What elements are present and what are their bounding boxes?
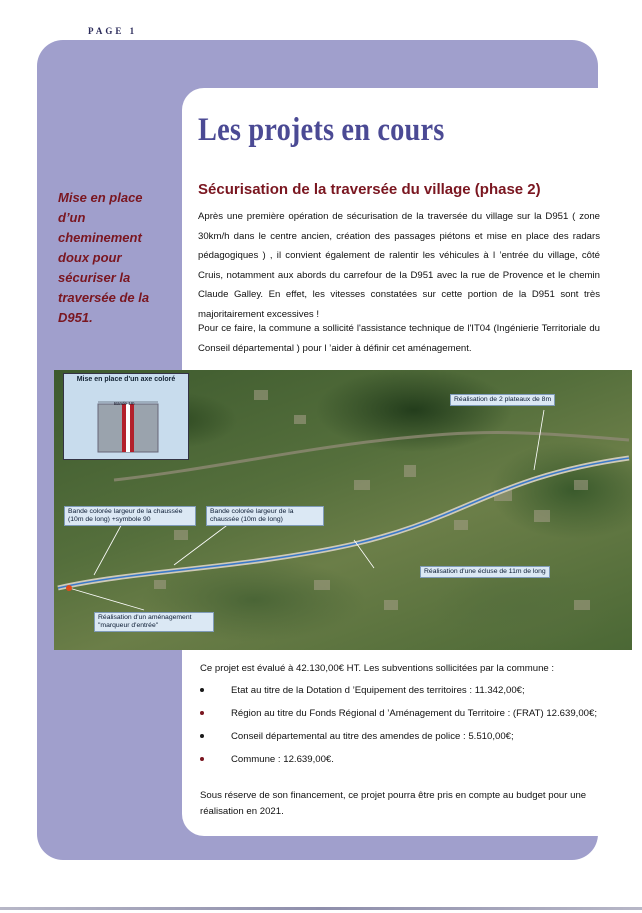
section-title: Sécurisation de la traversée du village (phase 2): [198, 181, 541, 198]
bullet-icon: [200, 734, 204, 738]
budget-closing: Sous réserve de son financement, ce projet pourra être pris en compte au budget pour une réalisation en 2021.: [200, 790, 587, 817]
budget-list: [200, 684, 611, 766]
label-bande: Bande colorée largeur de la chaussée (10m de long): [206, 506, 324, 526]
list-item: [200, 730, 611, 743]
budget-item-text: Commune : 12.639,00€.: [231, 754, 334, 765]
sidebar-quote: Mise en place d’un cheminement doux pour sécuriser la traversée de la D951.: [58, 190, 150, 325]
label-plateaux: Réalisation de 2 plateaux de 8m: [450, 394, 555, 406]
map-inset: [63, 373, 189, 460]
list-item: [200, 707, 611, 720]
budget-item-text: Conseil départemental au titre des amendes de police : 5.510,00€;: [231, 731, 514, 742]
budget-item-text: Etat au titre de la Dotation d ’Equipement des territoires : 11.342,00€;: [231, 685, 525, 696]
footer-rule: [0, 907, 642, 910]
budget-intro: Ce projet est évalué à 42.130,00€ HT. Les subventions sollicitées par la commune :: [200, 663, 555, 674]
aerial-map: [54, 370, 632, 650]
label-ecluse: Réalisation d'une écluse de 11m de long: [420, 566, 550, 578]
label-bande-symbole: Bande colorée largeur de la chaussée (10m de long) +symbole 90: [64, 506, 196, 526]
inset-title: Mise en place d'un axe coloré: [76, 376, 176, 383]
list-item: [200, 753, 611, 766]
label-marqueur: Réalisation d'un aménagement "marqueur d'entrée": [94, 612, 214, 632]
paragraph-assistance: Pour ce faire, la commune a sollicité l'assistance technique de l'IT04 (Ingénierie Territoriale du Conseil départemental ) pour l ’aider à définir cet aménagement.: [198, 323, 600, 354]
bullet-icon: [200, 711, 204, 715]
inset-label: Bande 1m: [114, 401, 135, 406]
bullet-icon: [200, 757, 204, 761]
bullet-icon: [200, 688, 204, 692]
list-item: [200, 684, 611, 697]
page-number: PAGE 1: [88, 26, 138, 36]
page-title: Les projets en cours: [198, 112, 445, 148]
paragraph-intro: Après une première opération de sécurisation de la traversée du village sur la D951 ( zone 30km/h dans le centre ancien, création des passages piétons et mise en place des radars pédagogiques ) , il convient également de ralentir les véhicules à l ’entrée du village, côté Cruis, notamment aux abords du carrefour de la D951 avec la rue de Provence et le chemin Claude Galley. En effet, les vitesses constatées sur cette portion de la D951 sont très majoritairement excessives !: [198, 211, 600, 320]
budget-item-text: Région au titre du Fonds Régional d ’Aménagement du Territoire : (FRAT) 12.639,00€;: [231, 708, 598, 719]
